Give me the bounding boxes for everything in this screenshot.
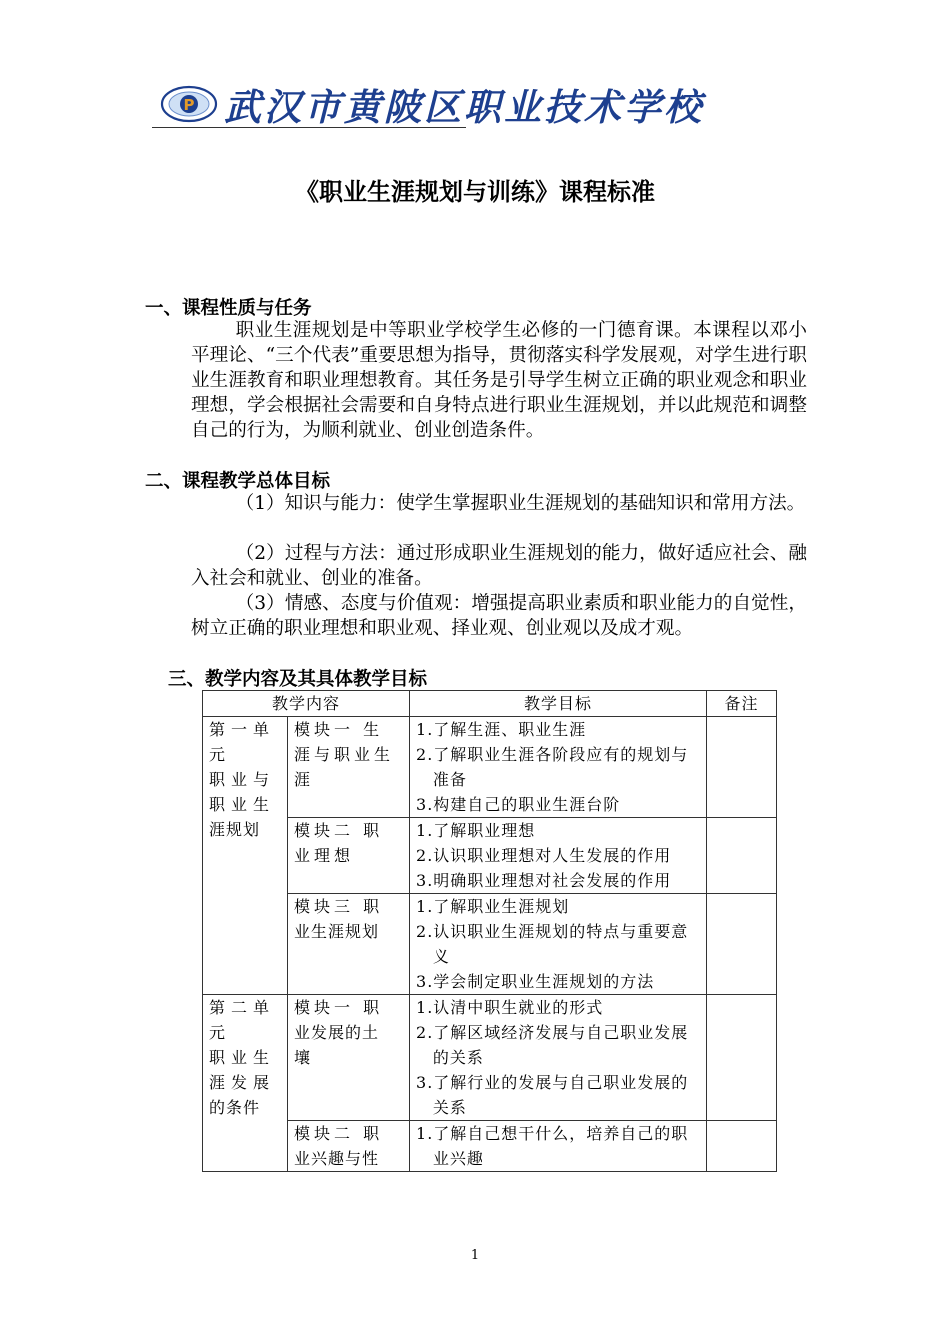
goals-cell	[410, 995, 707, 1121]
header-teaching-goals: 教学目标	[410, 691, 707, 717]
unit-line: 的条件	[209, 1098, 261, 1117]
note-cell	[707, 894, 777, 995]
unit-cell	[203, 995, 288, 1172]
module-cell	[288, 995, 410, 1121]
goal-item: 3.学会制定职业生涯规划的方法	[416, 972, 655, 991]
unit-line: 元	[209, 1023, 232, 1042]
table-row	[203, 894, 777, 995]
teaching-content-table	[202, 690, 777, 1172]
module-line: 业生涯规划	[294, 922, 380, 941]
section-1-heading: 一、课程性质与任务	[145, 298, 312, 319]
school-logo	[160, 80, 704, 128]
note-cell	[707, 995, 777, 1121]
section-2-paragraph-1: （1）知识与能力：使学生掌握职业生涯规划的基础知识和常用方法。	[235, 493, 806, 514]
unit-line: 元	[209, 745, 232, 764]
document-title: 《职业生涯规划与训练》课程标准	[295, 178, 655, 206]
emblem-letter: P	[183, 96, 195, 114]
unit-line: 涯发展	[209, 1073, 276, 1092]
module-line: 壤	[294, 1048, 315, 1067]
unit-line: 职业生	[209, 1048, 276, 1067]
unit-line: 第一单	[209, 720, 276, 739]
table-header-row	[203, 691, 777, 717]
module-line: 涯	[294, 770, 315, 789]
school-name: 武汉市黄陂区职业技术学校	[224, 85, 704, 129]
section-2-paragraph-3: （3）情感、态度与价值观：增强提高职业素质和职业能力的自觉性，树立正确的职业理想和职业观、择业观、创业观以及成才观。	[191, 593, 807, 639]
goal-item: 1.了解职业理想	[416, 821, 536, 840]
section-3-heading: 三、教学内容及其具体教学目标	[168, 669, 428, 690]
unit-line: 涯规划	[209, 820, 261, 839]
note-cell	[707, 1121, 777, 1172]
table-row	[203, 717, 777, 818]
header-notes: 备注	[707, 691, 777, 717]
section-1-paragraph: 职业生涯规划是中等职业学校学生必修的一门德育课。本课程以邓小平理论、“三个代表”重要思想为指导，贯彻落实科学发展观，对学生进行职业生涯教育和职业理想教育。其任务是引导学生树立正确的职业观念和职业理想，学会根据社会需要和自身特点进行职业生涯规划，并以此规范和调整自己的行为，为顺利就业、创业创造条件。	[191, 320, 807, 441]
unit-cell	[203, 717, 288, 995]
goal-item: 1.了解生涯、职业生涯	[416, 720, 587, 739]
table-row	[203, 995, 777, 1121]
note-cell	[707, 818, 777, 894]
note-cell	[707, 717, 777, 818]
goals-cell	[410, 818, 707, 894]
goal-item: 2.了解区域经济发展与自己职业发展的关系	[416, 1023, 689, 1067]
module-cell	[288, 717, 410, 818]
module-cell	[288, 894, 410, 995]
module-line: 业理想	[294, 846, 355, 865]
unit-line: 职业与	[209, 770, 276, 789]
module-cell	[288, 1121, 410, 1172]
table-row	[203, 818, 777, 894]
goals-cell	[410, 717, 707, 818]
goal-item: 2.认识职业生涯规划的特点与重要意义	[416, 922, 689, 966]
goal-item: 3.了解行业的发展与自己职业发展的关系	[416, 1073, 689, 1117]
school-emblem-icon	[160, 84, 218, 124]
goal-item: 1.了解职业生涯规划	[416, 897, 570, 916]
goals-cell	[410, 894, 707, 995]
module-line: 涯与职业生	[294, 745, 395, 764]
module-line: 模块一 职	[294, 998, 384, 1017]
goals-cell	[410, 1121, 707, 1172]
goal-item: 1.认清中职生就业的形式	[416, 998, 604, 1017]
module-line: 模块二 职	[294, 1124, 384, 1143]
table-row	[203, 1121, 777, 1172]
section-2-heading: 二、课程教学总体目标	[145, 471, 331, 492]
module-cell	[288, 818, 410, 894]
module-line: 模块二 职	[294, 821, 384, 840]
module-line: 模块一 生	[294, 720, 384, 739]
goal-item: 1.了解自己想干什么，培养自己的职业兴趣	[416, 1124, 689, 1168]
goal-item: 3.明确职业理想对社会发展的作用	[416, 871, 672, 890]
module-line: 业发展的土	[294, 1023, 380, 1042]
header-teaching-content: 教学内容	[203, 691, 410, 717]
module-line: 模块三 职	[294, 897, 384, 916]
unit-line: 职业生	[209, 795, 276, 814]
page-number: 1	[470, 1248, 480, 1263]
goal-item: 3.构建自己的职业生涯台阶	[416, 795, 621, 814]
module-line: 业兴趣与性	[294, 1149, 380, 1168]
header-divider	[152, 127, 466, 128]
unit-line: 第二单	[209, 998, 276, 1017]
section-2-paragraph-2: （2）过程与方法：通过形成职业生涯规划的能力，做好适应社会、融入社会和就业、创业的准备。	[191, 543, 807, 589]
goal-item: 2.了解职业生涯各阶段应有的规划与准备	[416, 745, 689, 789]
goal-item: 2.认识职业理想对人生发展的作用	[416, 846, 672, 865]
